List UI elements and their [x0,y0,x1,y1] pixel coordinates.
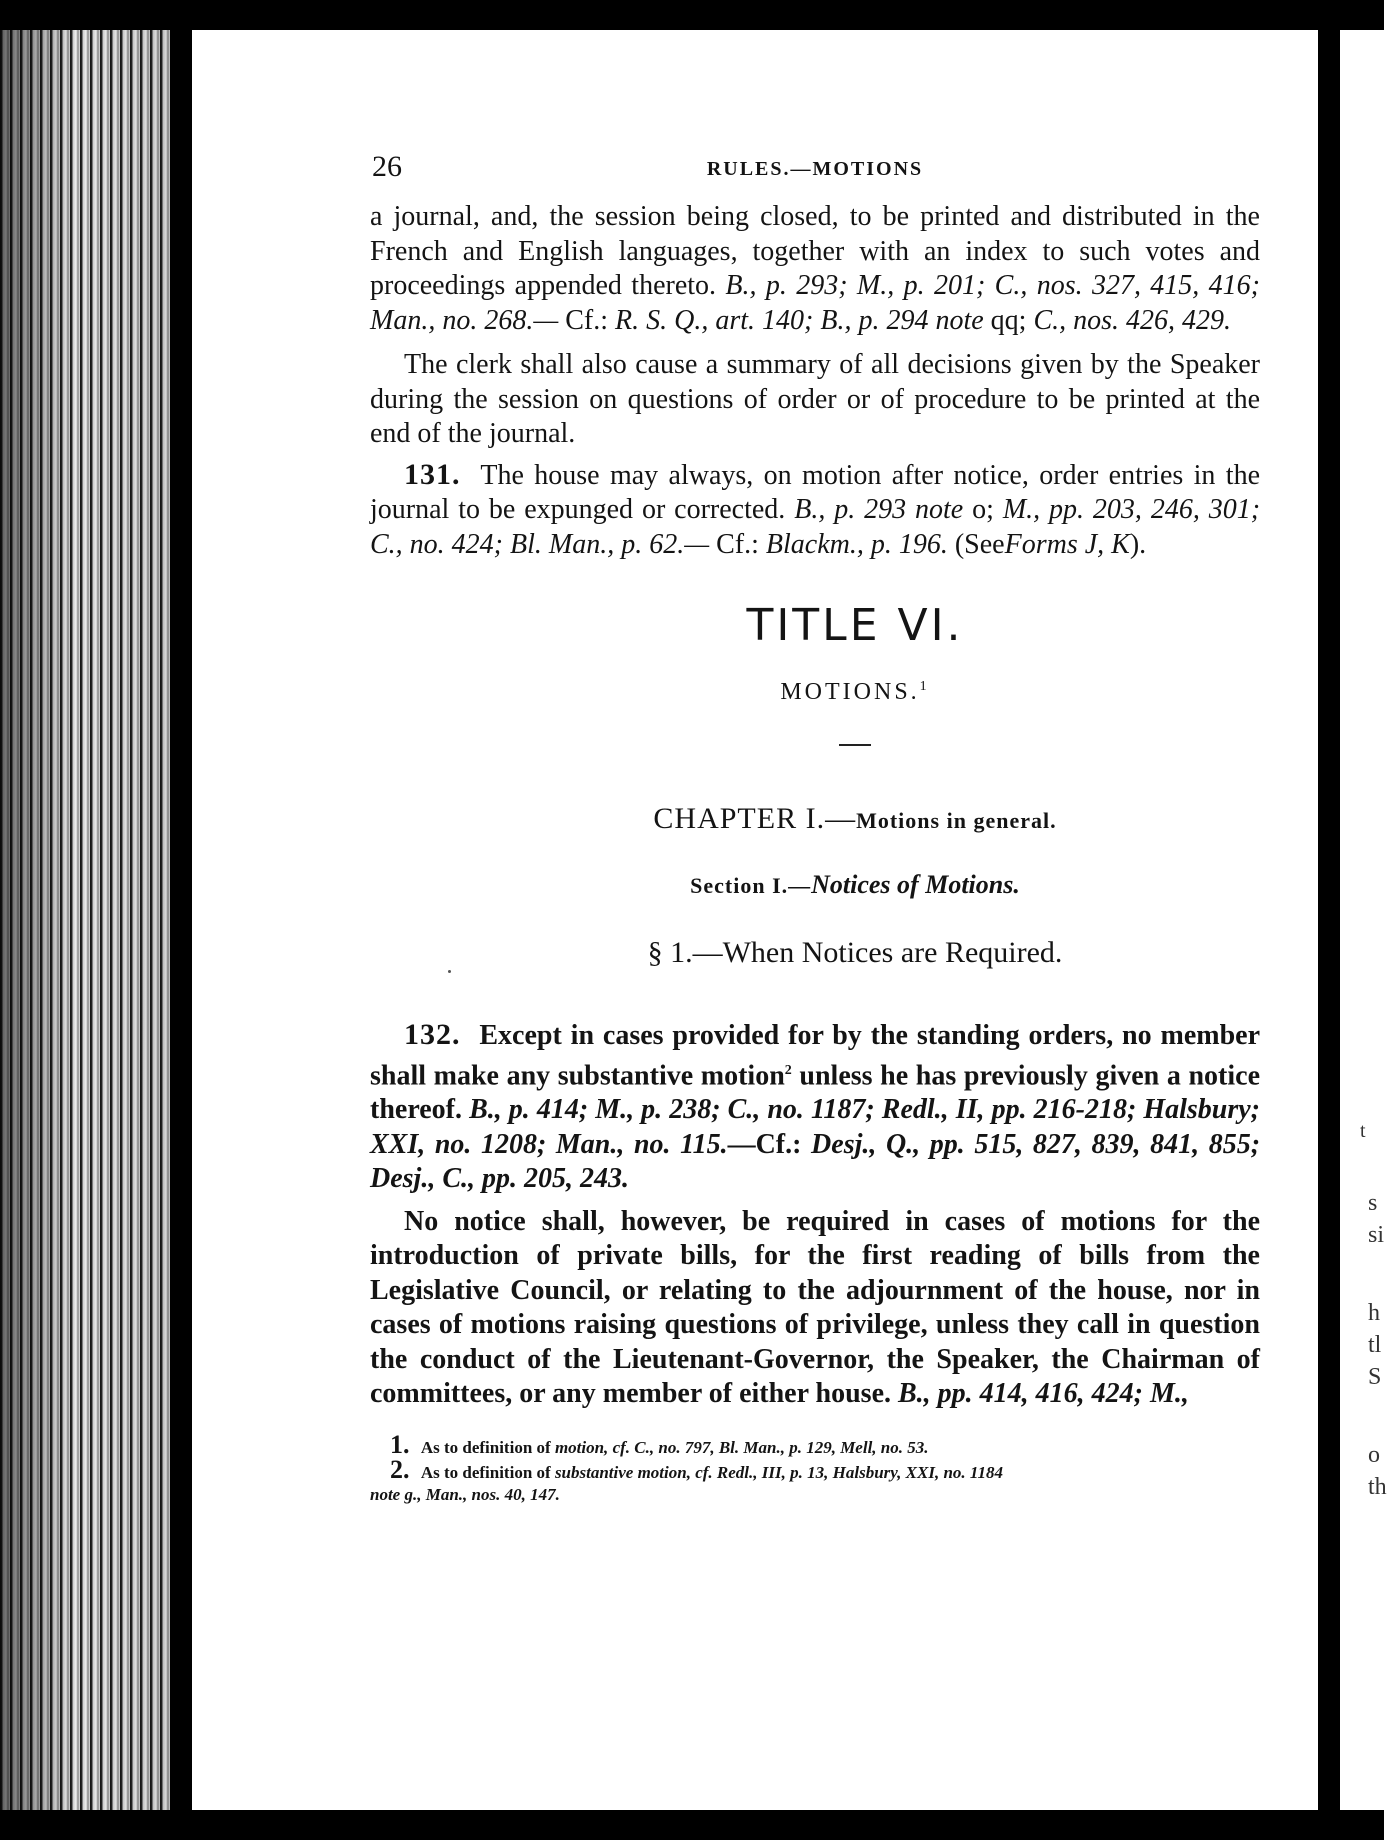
facing-fragment: o [1368,1442,1380,1468]
footnote-1 [370,1429,1260,1459]
page-number: 26 [372,150,402,183]
footnote-text: As to definition of [420,1462,551,1482]
paragraph-decisions-summary [370,348,1260,452]
facing-fragment: tl [1368,1332,1382,1358]
citation: Blackm., p. 196. [765,528,948,560]
book-gutter [1318,0,1340,1840]
running-head [370,150,1260,190]
footnote-ref: 1 [919,679,930,694]
citation: B., p. 414; M., p. 238; C., no. 1187; Redl., II, pp. 216-218; Halsbury; XXI, no. 1208; Man., no. 115. [370,1094,1261,1160]
footnote-term: motion, [554,1437,609,1457]
section-heading [450,870,1260,900]
note-mark: qq; [990,304,1027,336]
note-mark: o; [972,494,994,525]
citation: B., pp. 414, 416, 424; M., [898,1378,1189,1410]
footnote-citation: cf. Redl., III, p. 13, Halsbury, XXI, no. 1184 [695,1462,1003,1482]
title-heading: TITLE VI. [746,600,964,651]
citation: C., nos. 426, 429. [1033,304,1232,336]
footnote-2-continued: note g., Man., nos. 40, 147. [370,1484,560,1504]
paragraph-text: a journal, and, the session being closed, to be printed and distributed in the French and English languages, together with an index to such votes and proceedings appended thereto. [370,201,1260,301]
rule-number: 131. [404,457,461,491]
footnote-citation: cf. C., no. 797, Bl. Man., p. 129, Mell, no. 53. [612,1437,929,1457]
chapter-prefix: CHAPTER I.— [653,802,857,835]
citation: B., p. 293; M., p. 201; C., nos. 327, 415, 416; Man., no. 268.— [370,270,1260,336]
facing-fragment: t [1360,1120,1366,1142]
facing-fragment: th [1368,1474,1387,1500]
rule-132-block [370,1018,1260,1412]
footnotes [370,1429,1260,1506]
facing-fragment: s [1368,1190,1378,1216]
section-title: Notices of Motions. [811,870,1020,899]
citation: M., pp. 203, 246, 301; C., no. 424; Bl. Man., p. 62.— [370,494,1261,560]
paragraph-journal-printing [370,200,1260,338]
rule-132-exceptions [370,1205,1260,1412]
chapter-heading [450,802,1260,836]
citation: B., p. 293 note [794,494,964,525]
motions-heading-text: MOTIONS. [780,679,920,705]
paragraph-text: No notice shall, however, be required in cases of motions for the introduction of private bills, for the first reading of bills from the Legislative Council, or relating to the adjournment of the house, nor in cases of motions raising questions of privilege, unless they call in question the conduct of the Lieutenant-Governor, the Speaker, the Chairman of committees, or any member of either house. [370,1205,1260,1410]
facing-fragment: h [1368,1300,1380,1326]
footnote-2 [370,1454,1260,1484]
divider-dash [839,744,871,746]
rule-text: unless he has previously given a notice thereof. [370,1059,1261,1126]
facing-page-edge [1340,30,1387,1810]
footnote-term: substantive motion, [554,1462,691,1482]
see-label: (See [954,528,1005,560]
citation: R. S. Q., art. 140; B., p. 294 note [615,304,984,336]
citation: Desj., Q., pp. 515, 827, 839, 841, 855; Desj., C., pp. 205, 243. [370,1128,1261,1195]
footnote-number: 1. [390,1429,410,1459]
closing-punct: ). [1129,528,1147,560]
cf-label: Cf.: [565,304,609,336]
forms-reference: Forms J, K [1004,528,1130,560]
subsection-heading: § 1.—When Notices are Required. [647,936,1063,969]
footnote-text: As to definition of [420,1437,551,1457]
section-prefix: Section I.— [690,873,812,898]
rule-text: The house may always, on motion after notice, order entries in the journal to be expunged or corrected. [370,459,1261,525]
page-left-border [170,30,192,1810]
running-title: RULES.—MOTIONS [706,158,924,180]
rule-text: Except in cases provided for by the standing orders, no member shall make any substantive motion [370,1020,1261,1091]
facing-fragment: S [1368,1364,1382,1390]
scan-border-top [0,0,1384,30]
rule-132 [370,1018,1260,1197]
page-content [370,150,1260,1506]
page-left-margin [192,30,200,1810]
paragraph-text: The clerk shall also cause a summary of all decisions given by the Speaker during the session on questions of order or of procedure to be printed at the end of the journal. [370,349,1260,449]
chapter-title: Motions in general. [856,808,1057,833]
rule-number: 132. [404,1018,461,1051]
footnote-ref: 2 [784,1062,792,1078]
cf-label: —Cf.: [727,1128,802,1160]
rule-131 [370,458,1260,563]
book-edge-shadow [0,0,170,1840]
footnote-number: 2. [390,1454,410,1484]
facing-fragment: si [1368,1222,1385,1248]
cf-label: Cf.: [716,528,759,560]
scan-border-bottom [0,1810,1384,1840]
motions-heading [450,679,1260,706]
